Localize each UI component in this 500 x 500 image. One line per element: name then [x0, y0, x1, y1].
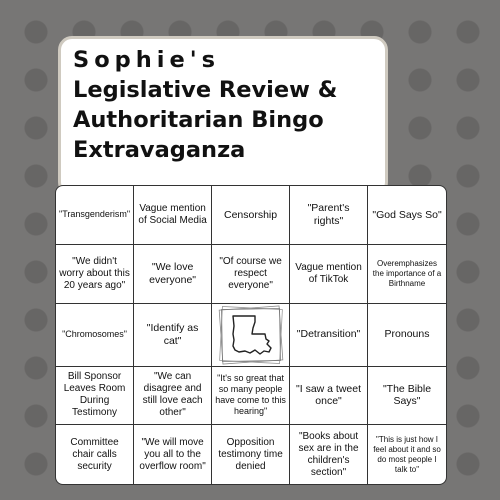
bingo-cell-r3c5[interactable]: Pronouns — [368, 304, 446, 367]
bingo-cell-r5c1[interactable]: Committee chair calls security — [56, 425, 134, 484]
bingo-cell-r1c4[interactable]: "Parent's rights" — [290, 186, 368, 245]
bingo-cell-r4c2[interactable]: "We can disagree and still love each other" — [134, 367, 212, 426]
bingo-cell-r2c2[interactable]: "We love everyone" — [134, 245, 212, 304]
bingo-cell-r4c5[interactable]: "The Bible Says" — [368, 367, 446, 426]
bingo-cell-r3c2[interactable]: "Identify as cat" — [134, 304, 212, 367]
bingo-cell-r2c3[interactable]: "Of course we respect everyone" — [212, 245, 290, 304]
bingo-card — [55, 185, 447, 485]
bingo-cell-r2c5[interactable]: Overemphasizes the importance of a Birthname — [368, 245, 446, 304]
title-line-1: Sophie's — [73, 47, 221, 73]
bingo-cell-r5c4[interactable]: "Books about sex are in the children's section" — [290, 425, 368, 484]
bingo-cell-r3c1[interactable]: "Chromosomes" — [56, 304, 134, 367]
bingo-cell-r2c4[interactable]: Vague mention of TikTok — [290, 245, 368, 304]
bingo-cell-r1c3[interactable]: Censorship — [212, 186, 290, 245]
bingo-cell-r4c4[interactable]: "I saw a tweet once" — [290, 367, 368, 426]
bingo-cell-r1c5[interactable]: "God Says So" — [368, 186, 446, 245]
bingo-cell-r1c2[interactable]: Vague mention of Social Media — [134, 186, 212, 245]
bingo-cell-r5c3[interactable]: Opposition testimony time denied — [212, 425, 290, 484]
title-line-4: Extravaganza — [73, 137, 246, 163]
bingo-cell-r2c1[interactable]: "We didn't worry about this 20 years ago" — [56, 245, 134, 304]
title-line-3: Authoritarian Bingo — [73, 107, 324, 133]
free-space-cell[interactable] — [212, 304, 290, 367]
bingo-cell-r4c1[interactable]: Bill Sponsor Leaves Room During Testimony — [56, 367, 134, 426]
title-line-2: Legislative Review & — [73, 77, 338, 103]
louisiana-state-outline-icon — [215, 304, 287, 366]
bingo-cell-r5c2[interactable]: "We will move you all to the overflow room" — [134, 425, 212, 484]
bingo-cell-r4c3[interactable]: "It's so great that so many people have come to this hearing" — [212, 367, 290, 426]
title-card — [58, 36, 388, 196]
bingo-cell-r5c5[interactable]: "This is just how I feel about it and so do most people I talk to" — [373, 434, 441, 474]
bingo-cell-r1c1[interactable]: "Transgenderism" — [56, 186, 134, 245]
bingo-cell-r3c4[interactable]: "Detransition" — [290, 304, 368, 367]
